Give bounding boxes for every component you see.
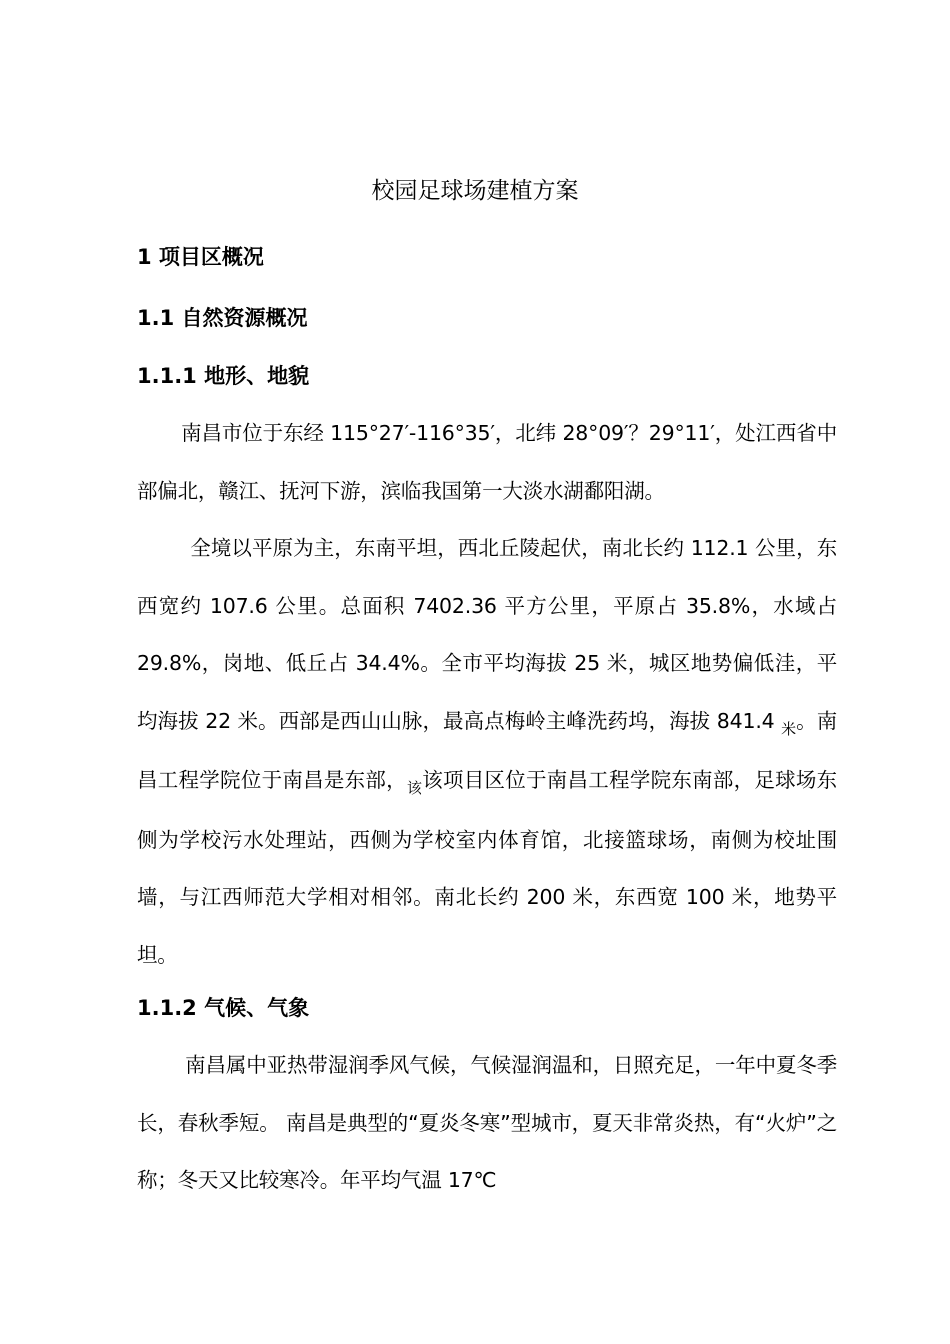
paragraph-terrain-text-b: 。南昌工程学院位于南昌是东部， [137,708,837,792]
paragraph-climate-text: 南昌属中亚热带湿润季风气候，气候湿润温和，日照充足，一年中夏冬季长，春秋季短。 南昌是典型的“夏炎冬寒”型城市，夏天非常炎热，有“火炉”之称；冬天又比较寒冷。年平均气温 17℃ [137,1053,837,1192]
document-title: 校园足球场建植方案 [371,178,579,204]
section-heading-terrain: 1.1.1 地形、地貌 [137,364,310,388]
section-heading-climate: 1.1.2 气候、气象 [137,996,310,1020]
paragraph-location-text: 南昌市位于东经 115°27′-116°35′，北纬 28°09′？29°11′，处江西省中部偏北，赣江、抚河下游，滨临我国第一大淡水湖鄱阳湖。 [137,421,837,503]
paragraph-terrain-text-c: 该项目区位于南昌工程学院东南部，足球场东侧为学校污水处理站，西侧为学校室内体育馆，北接篮球场，南侧为校址围墙，与江西师范大学相对相邻。南北长约 200 米，东西宽 100 米，地势平坦。 [137,768,837,967]
section-heading-natural-resources: 1.1 自然资源概况 [137,306,308,330]
section-heading-project-overview: 1 项目区概况 [137,245,264,269]
paragraph-climate [137,1037,837,1210]
paragraph-terrain-small-char: 该 [406,779,423,797]
paragraph-terrain-text-a: 全境以平原为主，东南平坦，西北丘陵起伏，南北长约 112.1 公里，东西宽约 107.6 公里。总面积 7402.36 平方公里，平原占 35.8%，水域占 29.8%，岗地、低丘占 34.4%。全市平均海拔 25 米，城区地势偏低洼，平均海拔 22 米。西部是西山山脉，最高点梅岭主峰洗药坞，海拔 841.4 [137,536,837,733]
paragraph-terrain [137,520,837,984]
paragraph-location [137,405,837,520]
paragraph-terrain-small-unit: 米 [781,719,797,738]
